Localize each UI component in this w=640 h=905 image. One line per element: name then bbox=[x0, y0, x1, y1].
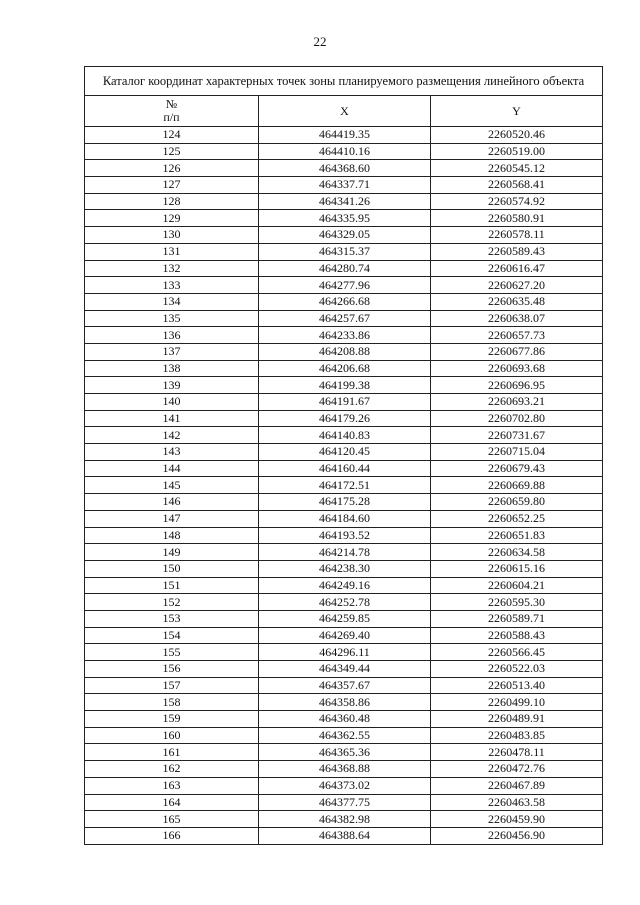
column-header-number-line2: п/п bbox=[163, 110, 180, 124]
point-number-cell: 146 bbox=[85, 494, 259, 511]
point-number-cell: 149 bbox=[85, 544, 259, 561]
y-coordinate-cell: 2260580.91 bbox=[431, 210, 603, 227]
x-coordinate-cell: 464419.35 bbox=[259, 127, 431, 144]
y-coordinate-cell: 2260467.89 bbox=[431, 777, 603, 794]
point-number-cell: 154 bbox=[85, 627, 259, 644]
x-coordinate-cell: 464337.71 bbox=[259, 177, 431, 194]
y-coordinate-cell: 2260545.12 bbox=[431, 160, 603, 177]
table-title-row bbox=[85, 67, 603, 96]
x-coordinate-cell: 464249.16 bbox=[259, 577, 431, 594]
x-coordinate-cell: 464184.60 bbox=[259, 510, 431, 527]
table-row bbox=[85, 627, 603, 644]
x-coordinate-cell: 464349.44 bbox=[259, 661, 431, 678]
x-coordinate-cell: 464208.88 bbox=[259, 343, 431, 360]
point-number-cell: 127 bbox=[85, 177, 259, 194]
table-row bbox=[85, 127, 603, 144]
table-row bbox=[85, 343, 603, 360]
x-coordinate-cell: 464175.28 bbox=[259, 494, 431, 511]
point-number-cell: 152 bbox=[85, 594, 259, 611]
table-row bbox=[85, 711, 603, 728]
y-coordinate-cell: 2260638.07 bbox=[431, 310, 603, 327]
y-coordinate-cell: 2260595.30 bbox=[431, 594, 603, 611]
y-coordinate-cell: 2260696.95 bbox=[431, 377, 603, 394]
point-number-cell: 159 bbox=[85, 711, 259, 728]
table-row bbox=[85, 677, 603, 694]
y-coordinate-cell: 2260456.90 bbox=[431, 827, 603, 844]
point-number-cell: 157 bbox=[85, 677, 259, 694]
table-row bbox=[85, 410, 603, 427]
y-coordinate-cell: 2260513.40 bbox=[431, 677, 603, 694]
table-row bbox=[85, 394, 603, 411]
x-coordinate-cell: 464259.85 bbox=[259, 610, 431, 627]
y-coordinate-cell: 2260489.91 bbox=[431, 711, 603, 728]
x-coordinate-cell: 464193.52 bbox=[259, 527, 431, 544]
point-number-cell: 132 bbox=[85, 260, 259, 277]
x-coordinate-cell: 464365.36 bbox=[259, 744, 431, 761]
x-coordinate-cell: 464388.64 bbox=[259, 827, 431, 844]
y-coordinate-cell: 2260715.04 bbox=[431, 444, 603, 461]
table-row bbox=[85, 293, 603, 310]
y-coordinate-cell: 2260693.21 bbox=[431, 394, 603, 411]
y-coordinate-cell: 2260568.41 bbox=[431, 177, 603, 194]
x-coordinate-cell: 464296.11 bbox=[259, 644, 431, 661]
table-row bbox=[85, 260, 603, 277]
table-row bbox=[85, 227, 603, 244]
point-number-cell: 162 bbox=[85, 761, 259, 778]
point-number-cell: 135 bbox=[85, 310, 259, 327]
x-coordinate-cell: 464360.48 bbox=[259, 711, 431, 728]
x-coordinate-cell: 464179.26 bbox=[259, 410, 431, 427]
table-row bbox=[85, 143, 603, 160]
table-row bbox=[85, 694, 603, 711]
point-number-cell: 151 bbox=[85, 577, 259, 594]
x-coordinate-cell: 464172.51 bbox=[259, 477, 431, 494]
table-row bbox=[85, 243, 603, 260]
point-number-cell: 143 bbox=[85, 444, 259, 461]
table-title: Каталог координат характерных точек зоны планируемого размещения линейного объекта bbox=[85, 67, 603, 96]
x-coordinate-cell: 464199.38 bbox=[259, 377, 431, 394]
point-number-cell: 130 bbox=[85, 227, 259, 244]
x-coordinate-cell: 464410.16 bbox=[259, 143, 431, 160]
table-row bbox=[85, 510, 603, 527]
y-coordinate-cell: 2260499.10 bbox=[431, 694, 603, 711]
y-coordinate-cell: 2260483.85 bbox=[431, 727, 603, 744]
y-coordinate-cell: 2260566.45 bbox=[431, 644, 603, 661]
column-header-x: X bbox=[259, 96, 431, 127]
point-number-cell: 137 bbox=[85, 343, 259, 360]
x-coordinate-cell: 464252.78 bbox=[259, 594, 431, 611]
table-row bbox=[85, 277, 603, 294]
point-number-cell: 139 bbox=[85, 377, 259, 394]
point-number-cell: 145 bbox=[85, 477, 259, 494]
point-number-cell: 138 bbox=[85, 360, 259, 377]
table-row bbox=[85, 377, 603, 394]
table-row bbox=[85, 744, 603, 761]
y-coordinate-cell: 2260478.11 bbox=[431, 744, 603, 761]
point-number-cell: 148 bbox=[85, 527, 259, 544]
table-row bbox=[85, 460, 603, 477]
coordinate-catalog-table bbox=[84, 66, 603, 845]
table-row bbox=[85, 527, 603, 544]
table-row bbox=[85, 327, 603, 344]
x-coordinate-cell: 464191.67 bbox=[259, 394, 431, 411]
y-coordinate-cell: 2260574.92 bbox=[431, 193, 603, 210]
y-coordinate-cell: 2260652.25 bbox=[431, 510, 603, 527]
column-header-number bbox=[85, 96, 259, 127]
x-coordinate-cell: 464341.26 bbox=[259, 193, 431, 210]
column-header-y: Y bbox=[431, 96, 603, 127]
page-number: 22 bbox=[313, 34, 327, 49]
table-row bbox=[85, 360, 603, 377]
table-row bbox=[85, 193, 603, 210]
table-row bbox=[85, 444, 603, 461]
x-coordinate-cell: 464382.98 bbox=[259, 811, 431, 828]
table-row bbox=[85, 610, 603, 627]
table-row bbox=[85, 560, 603, 577]
table-row bbox=[85, 777, 603, 794]
y-coordinate-cell: 2260702.80 bbox=[431, 410, 603, 427]
point-number-cell: 144 bbox=[85, 460, 259, 477]
point-number-cell: 164 bbox=[85, 794, 259, 811]
x-coordinate-cell: 464120.45 bbox=[259, 444, 431, 461]
x-coordinate-cell: 464377.75 bbox=[259, 794, 431, 811]
x-coordinate-cell: 464257.67 bbox=[259, 310, 431, 327]
point-number-cell: 147 bbox=[85, 510, 259, 527]
x-coordinate-cell: 464206.68 bbox=[259, 360, 431, 377]
x-coordinate-cell: 464373.02 bbox=[259, 777, 431, 794]
y-coordinate-cell: 2260578.11 bbox=[431, 227, 603, 244]
y-coordinate-cell: 2260519.00 bbox=[431, 143, 603, 160]
x-coordinate-cell: 464277.96 bbox=[259, 277, 431, 294]
table-row bbox=[85, 210, 603, 227]
point-number-cell: 134 bbox=[85, 293, 259, 310]
table-row bbox=[85, 177, 603, 194]
x-coordinate-cell: 464233.86 bbox=[259, 327, 431, 344]
point-number-cell: 125 bbox=[85, 143, 259, 160]
y-coordinate-cell: 2260615.16 bbox=[431, 560, 603, 577]
point-number-cell: 153 bbox=[85, 610, 259, 627]
y-coordinate-cell: 2260616.47 bbox=[431, 260, 603, 277]
y-coordinate-cell: 2260589.43 bbox=[431, 243, 603, 260]
x-coordinate-cell: 464315.37 bbox=[259, 243, 431, 260]
y-coordinate-cell: 2260657.73 bbox=[431, 327, 603, 344]
table-row bbox=[85, 727, 603, 744]
point-number-cell: 163 bbox=[85, 777, 259, 794]
point-number-cell: 161 bbox=[85, 744, 259, 761]
table-row bbox=[85, 594, 603, 611]
x-coordinate-cell: 464358.86 bbox=[259, 694, 431, 711]
y-coordinate-cell: 2260677.86 bbox=[431, 343, 603, 360]
x-coordinate-cell: 464280.74 bbox=[259, 260, 431, 277]
y-coordinate-cell: 2260659.80 bbox=[431, 494, 603, 511]
point-number-cell: 128 bbox=[85, 193, 259, 210]
x-coordinate-cell: 464160.44 bbox=[259, 460, 431, 477]
table-row bbox=[85, 494, 603, 511]
x-coordinate-cell: 464214.78 bbox=[259, 544, 431, 561]
y-coordinate-cell: 2260604.21 bbox=[431, 577, 603, 594]
table-body bbox=[85, 127, 603, 845]
table-row bbox=[85, 761, 603, 778]
y-coordinate-cell: 2260589.71 bbox=[431, 610, 603, 627]
table-row bbox=[85, 310, 603, 327]
point-number-cell: 158 bbox=[85, 694, 259, 711]
y-coordinate-cell: 2260634.58 bbox=[431, 544, 603, 561]
y-coordinate-cell: 2260627.20 bbox=[431, 277, 603, 294]
y-coordinate-cell: 2260588.43 bbox=[431, 627, 603, 644]
y-coordinate-cell: 2260522.03 bbox=[431, 661, 603, 678]
y-coordinate-cell: 2260693.68 bbox=[431, 360, 603, 377]
x-coordinate-cell: 464368.60 bbox=[259, 160, 431, 177]
y-coordinate-cell: 2260463.58 bbox=[431, 794, 603, 811]
x-coordinate-cell: 464335.95 bbox=[259, 210, 431, 227]
x-coordinate-cell: 464269.40 bbox=[259, 627, 431, 644]
table-row bbox=[85, 811, 603, 828]
y-coordinate-cell: 2260472.76 bbox=[431, 761, 603, 778]
y-coordinate-cell: 2260651.83 bbox=[431, 527, 603, 544]
table-row bbox=[85, 661, 603, 678]
x-coordinate-cell: 464238.30 bbox=[259, 560, 431, 577]
point-number-cell: 165 bbox=[85, 811, 259, 828]
x-coordinate-cell: 464329.05 bbox=[259, 227, 431, 244]
table-header-row bbox=[85, 96, 603, 127]
y-coordinate-cell: 2260635.48 bbox=[431, 293, 603, 310]
table-row bbox=[85, 427, 603, 444]
y-coordinate-cell: 2260679.43 bbox=[431, 460, 603, 477]
point-number-cell: 166 bbox=[85, 827, 259, 844]
point-number-cell: 133 bbox=[85, 277, 259, 294]
point-number-cell: 142 bbox=[85, 427, 259, 444]
point-number-cell: 141 bbox=[85, 410, 259, 427]
point-number-cell: 155 bbox=[85, 644, 259, 661]
table-row bbox=[85, 644, 603, 661]
x-coordinate-cell: 464362.55 bbox=[259, 727, 431, 744]
table-row bbox=[85, 477, 603, 494]
y-coordinate-cell: 2260669.88 bbox=[431, 477, 603, 494]
point-number-cell: 140 bbox=[85, 394, 259, 411]
table-row bbox=[85, 160, 603, 177]
table-row bbox=[85, 577, 603, 594]
point-number-cell: 124 bbox=[85, 127, 259, 144]
x-coordinate-cell: 464266.68 bbox=[259, 293, 431, 310]
y-coordinate-cell: 2260459.90 bbox=[431, 811, 603, 828]
x-coordinate-cell: 464357.67 bbox=[259, 677, 431, 694]
table-row bbox=[85, 544, 603, 561]
point-number-cell: 150 bbox=[85, 560, 259, 577]
point-number-cell: 129 bbox=[85, 210, 259, 227]
point-number-cell: 126 bbox=[85, 160, 259, 177]
column-header-number-line1: № bbox=[165, 97, 178, 111]
y-coordinate-cell: 2260731.67 bbox=[431, 427, 603, 444]
x-coordinate-cell: 464368.88 bbox=[259, 761, 431, 778]
table-row bbox=[85, 794, 603, 811]
point-number-cell: 156 bbox=[85, 661, 259, 678]
y-coordinate-cell: 2260520.46 bbox=[431, 127, 603, 144]
point-number-cell: 160 bbox=[85, 727, 259, 744]
point-number-cell: 131 bbox=[85, 243, 259, 260]
table-row bbox=[85, 827, 603, 844]
point-number-cell: 136 bbox=[85, 327, 259, 344]
x-coordinate-cell: 464140.83 bbox=[259, 427, 431, 444]
